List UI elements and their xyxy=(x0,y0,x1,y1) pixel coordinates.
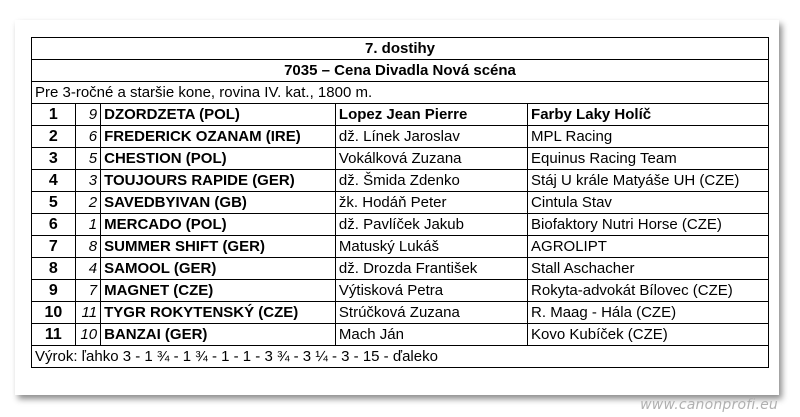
horse-name-cell: TYGR ROKYTENSKÝ (CZE) xyxy=(101,302,336,324)
place-cell: 6 xyxy=(32,214,76,236)
table-row xyxy=(32,258,769,280)
horse-name-cell: MERCADO (POL) xyxy=(101,214,336,236)
jockey-cell: dž. Drozda František xyxy=(335,258,527,280)
race-name: 7035 – Cena Divadla Nová scéna xyxy=(32,60,769,82)
horse-name-cell: CHESTION (POL) xyxy=(101,148,336,170)
race-conditions-row xyxy=(32,82,769,104)
start-number-cell: 3 xyxy=(75,170,100,192)
table-row xyxy=(32,104,769,126)
start-number-cell: 11 xyxy=(75,302,100,324)
jockey-cell: dž. Línek Jaroslav xyxy=(335,126,527,148)
start-number-cell: 6 xyxy=(75,126,100,148)
table-row xyxy=(32,302,769,324)
race-title: 7. dostihy xyxy=(32,38,769,60)
start-number-cell: 4 xyxy=(75,258,100,280)
verdict: Výrok: ľahko 3 - 1 ¾ - 1 ¾ - 1 - 1 - 3 ¾ - 3 ¼ - 3 - 15 - ďaleko xyxy=(32,346,769,368)
jockey-cell: Lopez Jean Pierre xyxy=(335,104,527,126)
table-row xyxy=(32,148,769,170)
race-results-table xyxy=(31,37,769,368)
table-row xyxy=(32,280,769,302)
horse-name-cell: MAGNET (CZE) xyxy=(101,280,336,302)
horse-name-cell: SUMMER SHIFT (GER) xyxy=(101,236,336,258)
horse-name-cell: TOUJOURS RAPIDE (GER) xyxy=(101,170,336,192)
owner-cell: Stáj U krále Matyáše UH (CZE) xyxy=(528,170,769,192)
horse-name-cell: DZORDZETA (POL) xyxy=(101,104,336,126)
watermark: www.canonprofi.eu xyxy=(640,397,778,413)
table-row xyxy=(32,170,769,192)
owner-cell: MPL Racing xyxy=(528,126,769,148)
owner-cell: R. Maag - Hála (CZE) xyxy=(528,302,769,324)
place-cell: 11 xyxy=(32,324,76,346)
place-cell: 5 xyxy=(32,192,76,214)
owner-cell: Biofaktory Nutri Horse (CZE) xyxy=(528,214,769,236)
table-row xyxy=(32,324,769,346)
place-cell: 4 xyxy=(32,170,76,192)
race-name-row xyxy=(32,60,769,82)
jockey-cell: Výtisková Petra xyxy=(335,280,527,302)
verdict-row xyxy=(32,346,769,368)
start-number-cell: 9 xyxy=(75,104,100,126)
table-row xyxy=(32,214,769,236)
jockey-cell: Mach Ján xyxy=(335,324,527,346)
horse-name-cell: BANZAI (GER) xyxy=(101,324,336,346)
place-cell: 10 xyxy=(32,302,76,324)
owner-cell: Cintula Stav xyxy=(528,192,769,214)
start-number-cell: 5 xyxy=(75,148,100,170)
place-cell: 1 xyxy=(32,104,76,126)
horse-name-cell: SAVEDBYIVAN (GB) xyxy=(101,192,336,214)
table-row xyxy=(32,236,769,258)
table-row xyxy=(32,192,769,214)
horse-name-cell: SAMOOL (GER) xyxy=(101,258,336,280)
race-title-row xyxy=(32,38,769,60)
jockey-cell: dž. Pavlíček Jakub xyxy=(335,214,527,236)
owner-cell: Equinus Racing Team xyxy=(528,148,769,170)
owner-cell: Stall Aschacher xyxy=(528,258,769,280)
jockey-cell: Vokálková Zuzana xyxy=(335,148,527,170)
owner-cell: Kovo Kubíček (CZE) xyxy=(528,324,769,346)
start-number-cell: 10 xyxy=(75,324,100,346)
race-conditions: Pre 3-ročné a staršie kone, rovina IV. kat., 1800 m. xyxy=(32,82,769,104)
place-cell: 7 xyxy=(32,236,76,258)
jockey-cell: žk. Hodáň Peter xyxy=(335,192,527,214)
start-number-cell: 2 xyxy=(75,192,100,214)
jockey-cell: dž. Šmida Zdenko xyxy=(335,170,527,192)
start-number-cell: 7 xyxy=(75,280,100,302)
place-cell: 8 xyxy=(32,258,76,280)
place-cell: 3 xyxy=(32,148,76,170)
place-cell: 2 xyxy=(32,126,76,148)
owner-cell: Farby Laky Holíč xyxy=(528,104,769,126)
owner-cell: Rokyta-advokát Bílovec (CZE) xyxy=(528,280,769,302)
place-cell: 9 xyxy=(32,280,76,302)
jockey-cell: Strúčková Zuzana xyxy=(335,302,527,324)
start-number-cell: 8 xyxy=(75,236,100,258)
table-row xyxy=(32,126,769,148)
start-number-cell: 1 xyxy=(75,214,100,236)
owner-cell: AGROLIPT xyxy=(528,236,769,258)
jockey-cell: Matuský Lukáš xyxy=(335,236,527,258)
horse-name-cell: FREDERICK OZANAM (IRE) xyxy=(101,126,336,148)
